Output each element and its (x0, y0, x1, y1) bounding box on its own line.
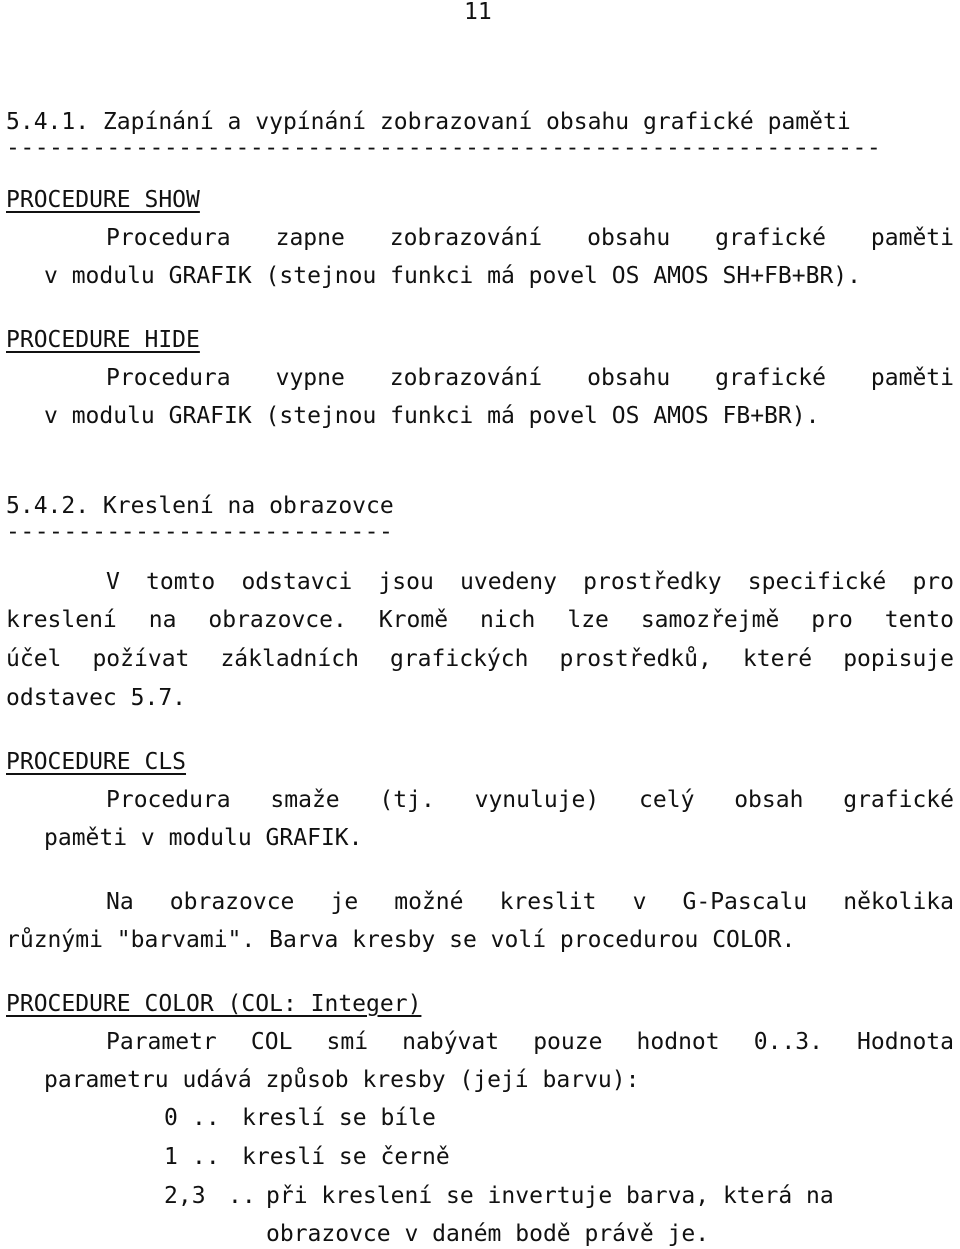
section-5-4-1-rule: ------------------------------------------------------------- (6, 135, 882, 161)
intro-line4: odstavec 5.7. (6, 685, 187, 711)
color-option-text: kreslí se bíle (242, 1105, 436, 1131)
procedure-show-desc-line1: Procedura zapne zobrazování obsahu grafické paměti (106, 225, 954, 251)
procedure-color-desc-line1: Parametr COL smí nabývat pouze hodnot 0..3. Hodnota (106, 1029, 954, 1055)
color-option-key: 1 (164, 1144, 178, 1170)
page-number: 11 (464, 0, 492, 25)
procedure-hide-desc-line1: Procedura vypne zobrazování obsahu grafické paměti (106, 365, 954, 391)
procedure-hide-title: PROCEDURE HIDE (6, 327, 200, 353)
procedure-color-desc-line2: parametru udává způsob kresby (její barvu): (44, 1067, 640, 1093)
color-option-text: kreslí se černě (242, 1144, 450, 1170)
procedure-hide-desc-line2: v modulu GRAFIK (stejnou funkci má povel OS AMOS FB+BR). (44, 403, 820, 429)
procedure-cls-desc-line1: Procedura smaže (tj. vynuluje) celý obsah grafické (106, 787, 954, 813)
color-option-key: 0 (164, 1105, 178, 1131)
intro-line3: účel požívat základních grafických prostředků, které popisuje (6, 646, 954, 672)
intro-line2: kreslení na obrazovce. Kromě nich lze samozřejmě pro tento (6, 607, 954, 633)
color-option-separator: .. (228, 1183, 256, 1209)
section-5-4-2-heading: 5.4.2. Kreslení na obrazovce (6, 493, 394, 519)
color-option-separator: .. (192, 1144, 220, 1170)
procedure-cls-desc-line2: paměti v modulu GRAFIK. (44, 825, 363, 851)
color-option-key: 2,3 (164, 1183, 206, 1209)
procedure-cls-title: PROCEDURE CLS (6, 749, 187, 775)
color-option-text-continued: obrazovce v daném bodě právě je. (266, 1221, 710, 1247)
procedure-color-title: PROCEDURE COLOR (COL: Integer) (6, 991, 422, 1017)
colors-note-line2: různými "barvami". Barva kresby se volí procedurou COLOR. (6, 927, 796, 953)
section-5-4-2-rule: --------------------------- (6, 519, 394, 545)
section-5-4-1-heading: 5.4.1. Zapínání a vypínání zobrazovaní obsahu grafické paměti (6, 109, 851, 135)
color-option-text: při kreslení se invertuje barva, která na (266, 1183, 834, 1209)
intro-line1: V tomto odstavci jsou uvedeny prostředky specifické pro (106, 569, 954, 595)
color-option-separator: .. (192, 1105, 220, 1131)
procedure-show-desc-line2: v modulu GRAFIK (stejnou funkci má povel OS AMOS SH+FB+BR). (44, 263, 861, 289)
procedure-show-title: PROCEDURE SHOW (6, 187, 200, 213)
colors-note-line1: Na obrazovce je možné kreslit v G-Pascalu několika (106, 889, 954, 915)
